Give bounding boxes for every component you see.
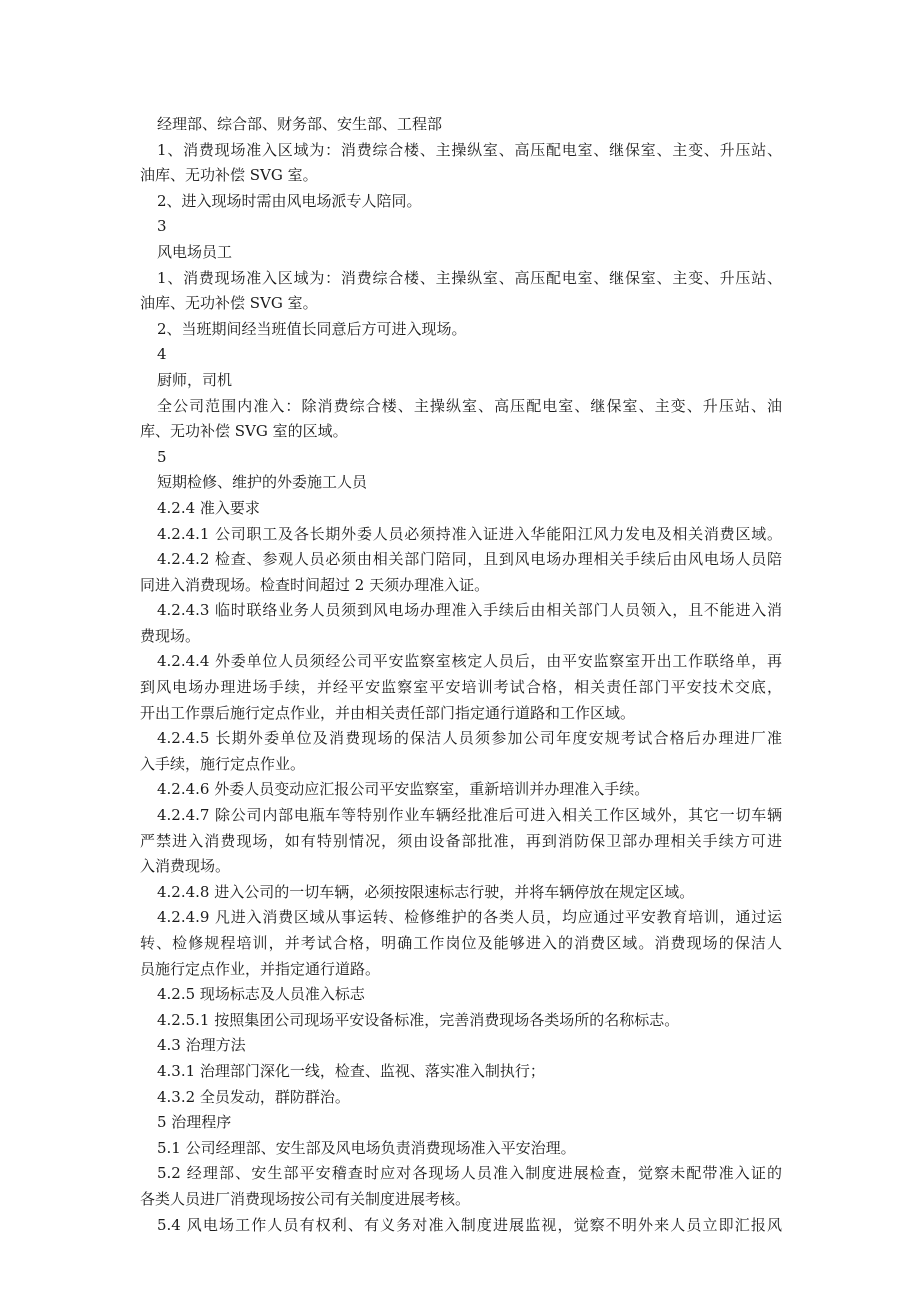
paragraph-line: 5.1 公司经理部、安生部及风电场负责消费现场准入平安治理。 bbox=[157, 1138, 576, 1157]
document-body bbox=[140, 112, 782, 1238]
paragraph-line: 4.3.1 治理部门深化一线，检查、监视、落实准入制执行； bbox=[157, 1061, 545, 1080]
paragraph-line: 1、消费现场准入区域为：消费综合楼、主操纵室、高压配电室、继保室、主变、升压站、 bbox=[157, 140, 782, 159]
paragraph-line: 开出工作票后施行定点作业，并由相关责任部门指定通行道路和工作区域。 bbox=[140, 703, 636, 722]
paragraph-line: 2、当班期间经当班值长同意后方可进入现场。 bbox=[157, 319, 467, 338]
section-heading: 4.2.5 现场标志及人员准入标志 bbox=[157, 985, 365, 1004]
paragraph-line: 短期检修、维护的外委施工人员 bbox=[157, 473, 368, 492]
paragraph-line: 4.2.4.3 临时联络业务人员须到风电场办理准入手续后由相关部门人员领入，且不能进入消 bbox=[157, 601, 782, 620]
paragraph-line: 2、进入现场时需由风电场派专人陪同。 bbox=[157, 191, 422, 210]
paragraph-line: 费现场。 bbox=[140, 626, 201, 645]
paragraph-line: 油库、无功补偿 SVG 室。 bbox=[140, 166, 318, 185]
paragraph-line: 4.2.4.6 外委人员变动应汇报公司平安监察室，重新培训并办理准入手续。 bbox=[157, 780, 650, 799]
paragraph-line: 4.2.4.2 检查、参观人员必须由相关部门陪同，且到风电场办理相关手续后由风电场人员陪 bbox=[157, 550, 782, 569]
paragraph-line: 员施行定点作业，并指定通行道路。 bbox=[140, 959, 381, 978]
paragraph-line: 4.2.4.9 凡进入消费区域从事运转、检修维护的各类人员，均应通过平安教育培训，通过运 bbox=[157, 908, 782, 927]
paragraph-line: 入手续，施行定点作业。 bbox=[140, 754, 306, 773]
paragraph-line: 油库、无功补偿 SVG 室。 bbox=[140, 294, 318, 313]
paragraph-line: 转、检修规程培训，并考试合格，明确工作岗位及能够进入的消费区域。消费现场的保洁人 bbox=[140, 934, 782, 952]
paragraph-line: 4.2.4.4 外委单位人员须经公司平安监察室核定人员后，由平安监察室开出工作联络单，再 bbox=[157, 652, 782, 671]
paragraph-line: 5.2 经理部、安生部平安稽查时应对各现场人员准入制度进展检查，觉察未配带准入证的 bbox=[157, 1164, 782, 1183]
paragraph-line: 5 bbox=[157, 447, 167, 466]
section-heading: 4.3 治理方法 bbox=[157, 1036, 246, 1055]
section-heading: 5 治理程序 bbox=[157, 1113, 232, 1132]
paragraph-line: 5.4 风电场工作人员有权利、有义务对准入制度进展监视，觉察不明外来人员立即汇报风 bbox=[157, 1215, 782, 1234]
paragraph-line: 全公司范围内准入：除消费综合楼、主操纵室、高压配电室、继保室、主变、升压站、油 bbox=[157, 396, 782, 415]
paragraph-line: 4 bbox=[157, 345, 167, 364]
paragraph-line: 1、消费现场准入区域为：消费综合楼、主操纵室、高压配电室、继保室、主变、升压站、 bbox=[157, 268, 782, 287]
paragraph-line: 4.2.4.7 除公司内部电瓶车等特别作业车辆经批准后可进入相关工作区域外，其它一切车辆 bbox=[157, 806, 782, 825]
paragraph-line: 4.2.4.1 公司职工及各长期外委人员必须持准入证进入华能阳江风力发电及相关消费区域。 bbox=[157, 524, 782, 543]
paragraph-line: 到风电场办理进场手续，并经平安监察室平安培训考试合格，相关责任部门平安技术交底， bbox=[140, 678, 782, 697]
paragraph-line: 同进入消费现场。检查时间超过 2 天须办理准入证。 bbox=[140, 575, 490, 594]
paragraph-line: 风电场员工 bbox=[157, 242, 233, 261]
paragraph-line: 严禁进入消费现场，如有特别情况，须由设备部批准，再到消防保卫部办理相关手续方可进 bbox=[140, 831, 782, 850]
paragraph-line: 4.3.2 全员发动，群防群治。 bbox=[157, 1087, 350, 1106]
paragraph-line: 3 bbox=[157, 217, 167, 236]
paragraph-line: 4.2.5.1 按照集团公司现场平安设备标准，完善消费现场各类场所的名称标志。 bbox=[157, 1010, 680, 1029]
section-heading: 4.2.4 准入要求 bbox=[157, 498, 260, 517]
paragraph-line: 入消费现场。 bbox=[140, 857, 231, 876]
paragraph-line: 经理部、综合部、财务部、安生部、工程部 bbox=[157, 115, 443, 133]
paragraph-line: 4.2.4.8 进入公司的一切车辆，必须按限速标志行驶，并将车辆停放在规定区域。 bbox=[157, 882, 695, 901]
paragraph-line: 各类人员进厂消费现场按公司有关制度进展考核。 bbox=[140, 1189, 471, 1208]
paragraph-line: 厨师，司机 bbox=[157, 370, 233, 389]
paragraph-line: 4.2.4.5 长期外委单位及消费现场的保洁人员须参加公司年度安规考试合格后办理进厂准 bbox=[157, 729, 782, 748]
paragraph-line: 库、无功补偿 SVG 室的区域。 bbox=[140, 422, 348, 441]
